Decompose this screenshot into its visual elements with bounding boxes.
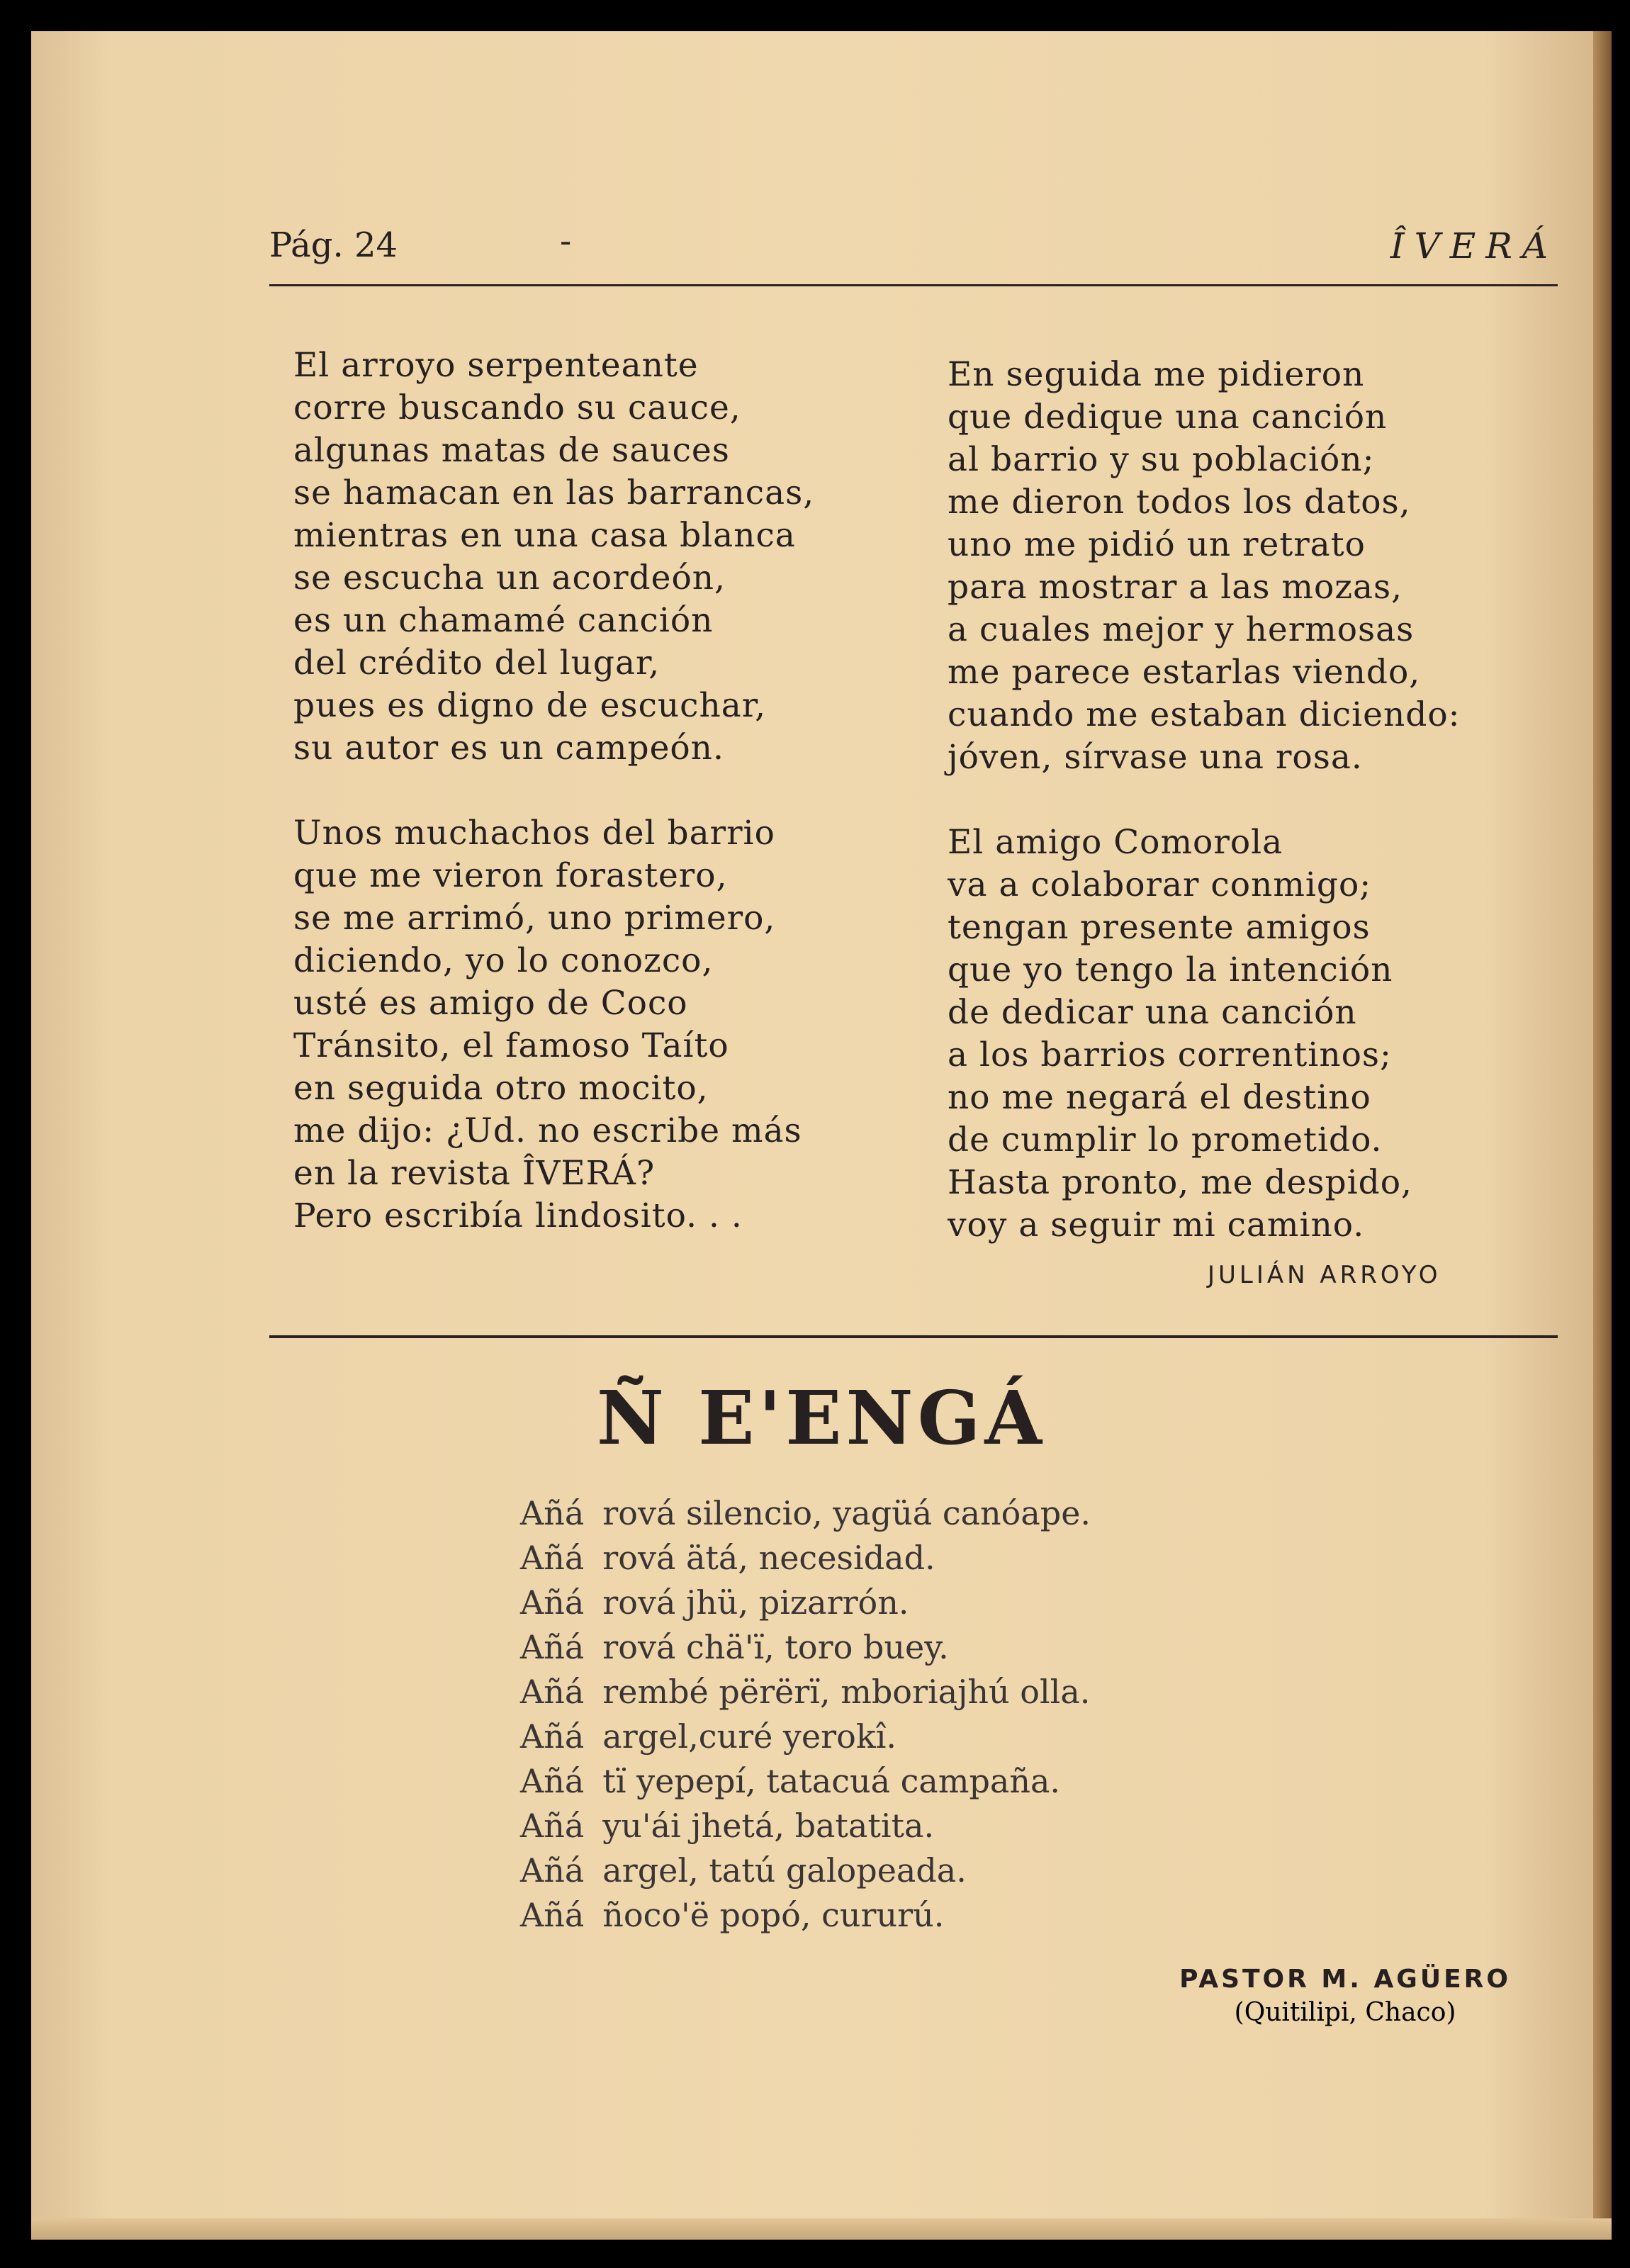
verse-line: en seguida otro mocito,: [293, 1069, 709, 1108]
verse-line: a los barrios correntinos;: [948, 1035, 1392, 1074]
verse-line: El amigo Comorola: [948, 823, 1283, 862]
verse-line: Unos muchachos del barrio: [293, 814, 775, 853]
verse-line: a cuales mejor y hermosas: [948, 610, 1415, 649]
verse-line: para mostrar a las mozas,: [948, 568, 1403, 607]
verse-line: al barrio y su población;: [948, 440, 1375, 479]
verse-line: de cumplir lo prometido.: [948, 1121, 1383, 1160]
poem-line: [520, 1670, 1091, 1714]
stanza: [948, 354, 1536, 779]
verse-line: Pero escribía lindosito. . .: [293, 1196, 743, 1235]
verse-line: algunas matas de sauces: [293, 431, 730, 470]
section-divider: [269, 1335, 1558, 1338]
verse-line: me dieron todos los datos,: [948, 483, 1411, 522]
verse-line: se escucha un acordeón,: [293, 558, 726, 597]
verse-line: va a colaborar conmigo;: [948, 865, 1372, 904]
verse-line: se hamacan en las barrancas,: [293, 473, 815, 512]
line-text: ñoco'ë popó, cururú.: [602, 1896, 945, 1934]
verse-line: En seguida me pidieron: [948, 355, 1365, 394]
verse-line: uno me pidió un retrato: [948, 525, 1366, 564]
verse-line: me dijo: ¿Ud. no escribe más: [293, 1111, 802, 1150]
poem-signature: [1179, 1965, 1511, 2027]
poem-line: [520, 1625, 1091, 1670]
verse-line: pues es digno de escuchar,: [293, 686, 767, 725]
line-head: Añá: [520, 1717, 585, 1756]
left-poem-column: [293, 344, 882, 1280]
line-head: Añá: [520, 1851, 585, 1890]
line-text: tï yepepí, tatacuá campaña.: [602, 1762, 1060, 1800]
line-text: yu'ái jhetá, batatita.: [602, 1807, 935, 1845]
verse-line: que dedique una canción: [948, 398, 1388, 437]
verse-line: me parece estarlas viendo,: [948, 653, 1421, 692]
guarani-poem: [520, 1491, 1091, 1938]
poem-line: [520, 1893, 1091, 1938]
page-header: [269, 217, 1558, 288]
stanza: [293, 344, 882, 770]
poem-line: [520, 1759, 1091, 1804]
verse-line: usté es amigo de Coco: [293, 984, 688, 1023]
header-dash: -: [560, 221, 572, 261]
line-text: rová chä'ï, toro buey.: [602, 1628, 949, 1666]
verse-line: que me vieron forastero,: [293, 856, 728, 895]
poem-author: PASTOR M. AGÜERO: [1179, 1965, 1511, 1994]
stanza: [948, 821, 1536, 1247]
line-head: Añá: [520, 1583, 585, 1622]
verse-line: mientras en una casa blanca: [293, 516, 796, 555]
verse-line: su autor es un campeón.: [293, 729, 724, 768]
header-rule: [269, 284, 1558, 286]
poem-title: Ñ E'ENGÁ: [596, 1374, 1047, 1461]
verse-line: diciendo, yo lo conozco,: [293, 941, 714, 980]
magazine-page: [31, 31, 1612, 2240]
verse-line: tengan presente amigos: [948, 908, 1371, 947]
verse-line: es un chamamé canción: [293, 601, 714, 640]
line-head: Añá: [520, 1807, 585, 1845]
poem-line: [520, 1491, 1091, 1536]
author-signature: JULIÁN ARROYO: [1208, 1261, 1441, 1289]
page-bottom-edge: [31, 2218, 1612, 2240]
line-head: Añá: [520, 1762, 585, 1800]
stanza: [293, 812, 882, 1237]
verse-line: cuando me estaban diciendo:: [948, 695, 1461, 734]
line-text: rová jhü, pizarrón.: [602, 1583, 909, 1622]
right-poem-column: [948, 354, 1536, 1289]
line-head: Añá: [520, 1673, 585, 1711]
line-text: rembé përërï, mboriajhú olla.: [602, 1673, 1091, 1711]
verse-line: que yo tengo la intención: [948, 950, 1393, 989]
poem-location: (Quitilipi, Chaco): [1234, 1998, 1456, 2027]
poem-line: [520, 1536, 1091, 1581]
page-number: Pág. 24: [269, 225, 398, 265]
line-head: Añá: [520, 1539, 585, 1577]
line-text: argel,curé yerokî.: [602, 1717, 897, 1756]
masthead-title: ÎVERÁ: [1390, 225, 1558, 266]
verse-line: voy a seguir mi camino.: [948, 1206, 1365, 1245]
poem-line: [520, 1804, 1091, 1848]
verse-line: El arroyo serpenteante: [293, 346, 699, 385]
verse-line: Hasta pronto, me despido,: [948, 1163, 1412, 1202]
line-text: rová silencio, yagüá canóape.: [602, 1494, 1091, 1532]
poem-line: [520, 1848, 1091, 1893]
verse-line: Tránsito, el famoso Taíto: [293, 1026, 729, 1065]
verse-line: no me negará el destino: [948, 1078, 1371, 1117]
line-head: Añá: [520, 1896, 585, 1934]
line-head: Añá: [520, 1494, 585, 1532]
line-head: Añá: [520, 1628, 585, 1666]
verse-line: del crédito del lugar,: [293, 644, 661, 683]
verse-line: se me arrimó, uno primero,: [293, 899, 776, 938]
verse-line: de dedicar una canción: [948, 993, 1357, 1032]
line-text: argel, tatú galopeada.: [602, 1851, 967, 1890]
verse-line: en la revista ÎVERÁ?: [293, 1154, 656, 1193]
verse-line: corre buscando su cauce,: [293, 388, 741, 427]
poem-line: [520, 1714, 1091, 1759]
page-spine: [1593, 31, 1612, 2240]
poem-line: [520, 1581, 1091, 1625]
line-text: rová ätá, necesidad.: [602, 1539, 935, 1577]
verse-line: jóven, sírvase una rosa.: [948, 738, 1363, 777]
